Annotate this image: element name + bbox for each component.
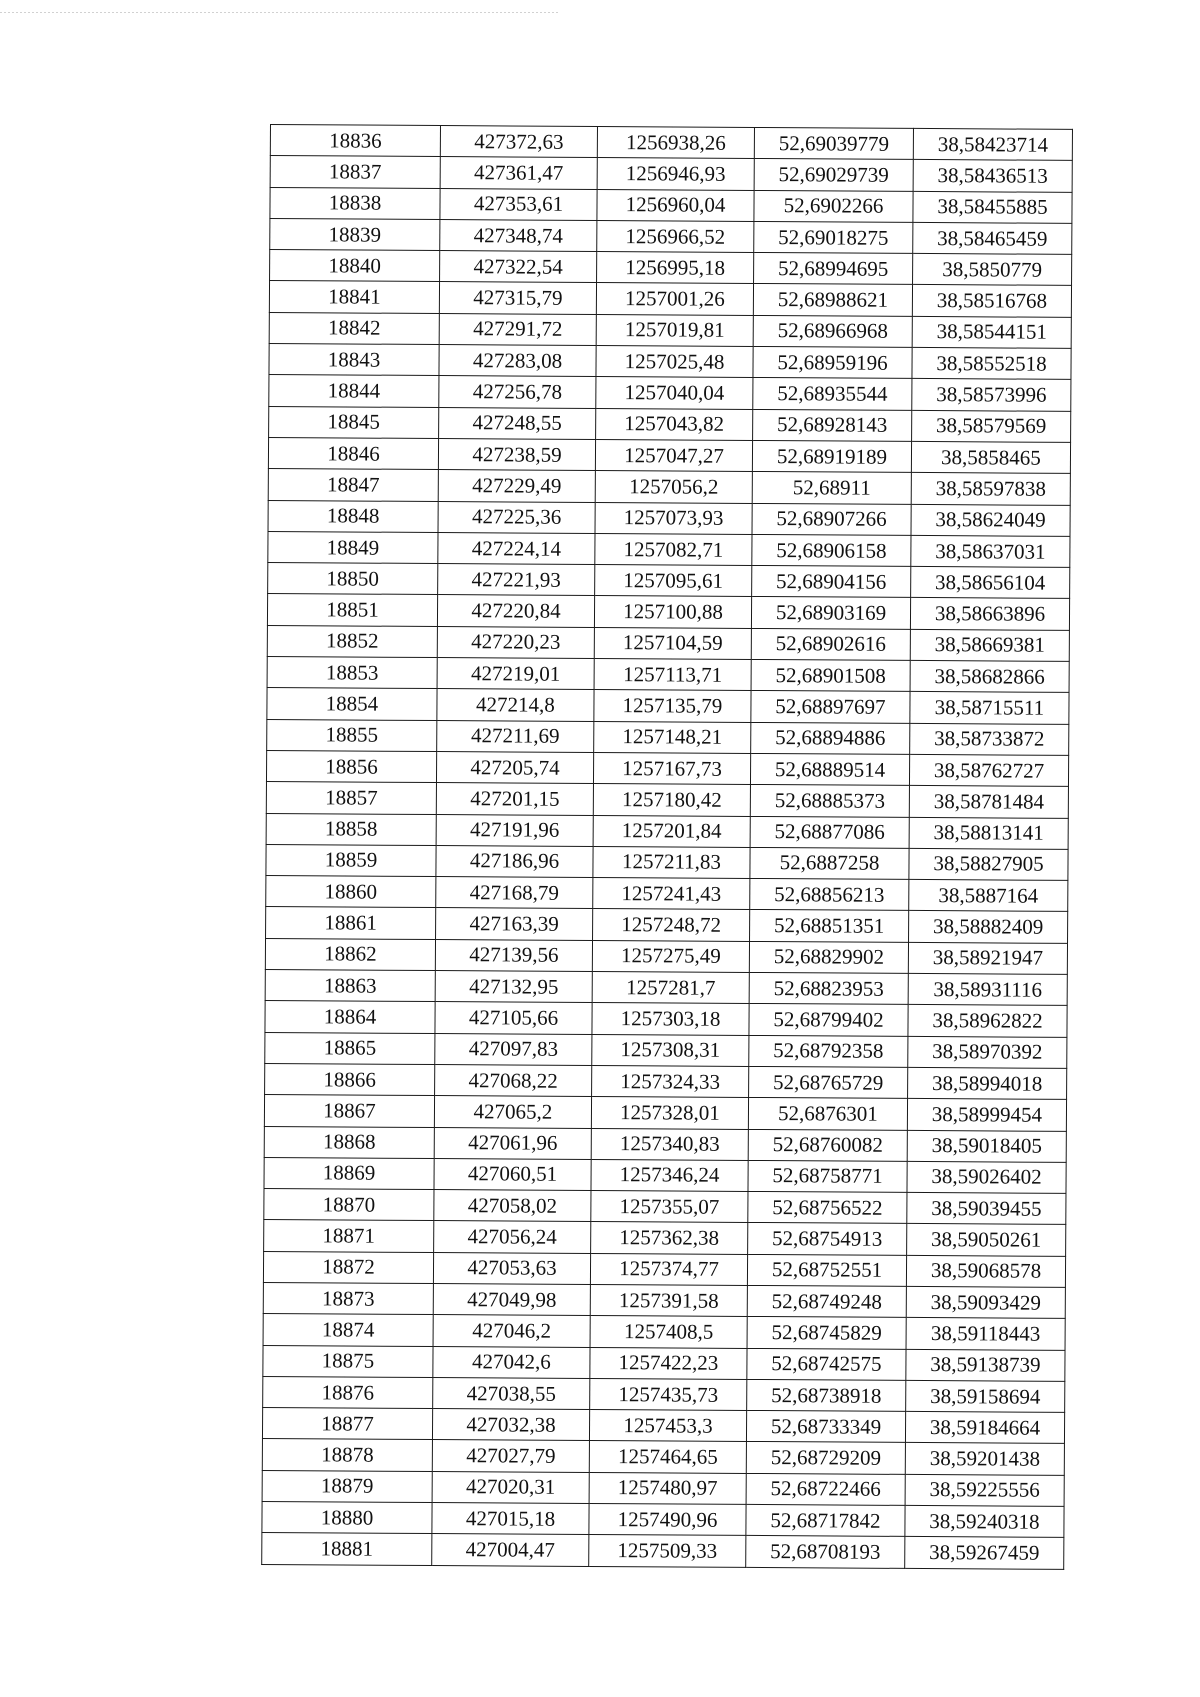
- table-row: [264, 1189, 1066, 1225]
- table-row: [262, 1439, 1064, 1475]
- table-row: [262, 1502, 1064, 1538]
- table-row: [262, 1470, 1064, 1506]
- x-coordinate-cell: 427065,2: [434, 1096, 591, 1128]
- table-row: [268, 531, 1070, 567]
- point-number-cell: 18874: [263, 1314, 433, 1346]
- x-coordinate-cell: 427060,51: [434, 1158, 591, 1190]
- point-number-cell: 18846: [268, 437, 438, 469]
- latitude-cell: 52,6887258: [750, 847, 909, 879]
- longitude-cell: 38,5850779: [913, 254, 1072, 286]
- latitude-cell: 52,6902266: [754, 190, 913, 222]
- latitude-cell: 52,68856213: [750, 879, 909, 911]
- latitude-cell: 52,68760082: [748, 1129, 907, 1161]
- y-coordinate-cell: 1257453,3: [589, 1410, 746, 1442]
- longitude-cell: 38,58921947: [908, 942, 1067, 974]
- x-coordinate-cell: 427248,55: [439, 407, 596, 439]
- longitude-cell: 38,58994018: [908, 1067, 1067, 1099]
- longitude-cell: 38,58962822: [908, 1005, 1067, 1037]
- y-coordinate-cell: 1257104,59: [594, 627, 751, 659]
- latitude-cell: 52,68792358: [749, 1035, 908, 1067]
- table-row: [264, 1157, 1066, 1193]
- point-number-cell: 18868: [264, 1126, 434, 1158]
- point-number-cell: 18855: [267, 719, 437, 751]
- point-number-cell: 18858: [266, 813, 436, 845]
- x-coordinate-cell: 427042,6: [433, 1346, 590, 1378]
- y-coordinate-cell: 1257073,93: [595, 502, 752, 534]
- y-coordinate-cell: 1257355,07: [591, 1191, 748, 1223]
- x-coordinate-cell: 427058,02: [434, 1190, 591, 1222]
- latitude-cell: 52,69018275: [754, 221, 913, 253]
- point-number-cell: 18876: [263, 1376, 433, 1408]
- x-coordinate-cell: 427291,72: [439, 313, 596, 345]
- table-row: [263, 1282, 1065, 1318]
- table-row: [266, 750, 1068, 786]
- latitude-cell: 52,68894886: [751, 722, 910, 754]
- x-coordinate-cell: 427315,79: [439, 282, 596, 314]
- point-number-cell: 18864: [265, 1001, 435, 1033]
- x-coordinate-cell: 427004,47: [432, 1534, 589, 1566]
- y-coordinate-cell: 1256966,52: [597, 220, 754, 252]
- x-coordinate-cell: 427046,2: [433, 1315, 590, 1347]
- coordinate-table: [261, 124, 1073, 1570]
- latitude-cell: 52,68877086: [750, 816, 909, 848]
- longitude-cell: 38,59158694: [906, 1380, 1065, 1412]
- point-number-cell: 18847: [268, 469, 438, 501]
- y-coordinate-cell: 1257324,33: [592, 1065, 749, 1097]
- y-coordinate-cell: 1257281,7: [592, 972, 749, 1004]
- latitude-cell: 52,68758771: [748, 1160, 907, 1192]
- x-coordinate-cell: 427220,23: [437, 626, 594, 658]
- y-coordinate-cell: 1257201,84: [593, 815, 750, 847]
- latitude-cell: 52,68738918: [747, 1379, 906, 1411]
- point-number-cell: 18865: [265, 1032, 435, 1064]
- point-number-cell: 18849: [268, 531, 438, 563]
- table-row: [265, 1032, 1067, 1068]
- y-coordinate-cell: 1257135,79: [594, 690, 751, 722]
- latitude-cell: 52,68901508: [751, 659, 910, 691]
- point-number-cell: 18860: [266, 876, 436, 908]
- x-coordinate-cell: 427224,14: [438, 532, 595, 564]
- x-coordinate-cell: 427049,98: [433, 1284, 590, 1316]
- table-row: [270, 250, 1072, 286]
- longitude-cell: 38,58663896: [910, 598, 1069, 630]
- x-coordinate-cell: 427027,79: [432, 1440, 589, 1472]
- point-number-cell: 18873: [263, 1282, 433, 1314]
- y-coordinate-cell: 1257328,01: [591, 1097, 748, 1129]
- longitude-cell: 38,59267459: [905, 1537, 1064, 1569]
- x-coordinate-cell: 427361,47: [440, 157, 597, 189]
- latitude-cell: 52,68903169: [751, 597, 910, 629]
- longitude-cell: 38,58733872: [910, 723, 1069, 755]
- x-coordinate-cell: 427053,63: [433, 1252, 590, 1284]
- longitude-cell: 38,58637031: [911, 535, 1070, 567]
- point-number-cell: 18867: [264, 1095, 434, 1127]
- point-number-cell: 18852: [267, 625, 437, 657]
- x-coordinate-cell: 427229,49: [438, 470, 595, 502]
- table-row: [267, 625, 1069, 661]
- y-coordinate-cell: 1257211,83: [593, 846, 750, 878]
- longitude-cell: 38,58931116: [908, 973, 1067, 1005]
- table-row: [263, 1376, 1065, 1412]
- table-row: [270, 187, 1072, 223]
- y-coordinate-cell: 1257095,61: [595, 565, 752, 597]
- y-coordinate-cell: 1257043,82: [596, 408, 753, 440]
- table-row: [262, 1408, 1064, 1444]
- table-row: [270, 125, 1072, 161]
- latitude-cell: 52,68902616: [751, 628, 910, 660]
- x-coordinate-cell: 427168,79: [436, 877, 593, 909]
- y-coordinate-cell: 1256938,26: [597, 127, 754, 159]
- point-number-cell: 18878: [262, 1439, 432, 1471]
- y-coordinate-cell: 1257241,43: [593, 878, 750, 910]
- point-number-cell: 18848: [268, 500, 438, 532]
- latitude-cell: 52,68708193: [746, 1536, 905, 1568]
- x-coordinate-cell: 427225,36: [438, 501, 595, 533]
- point-number-cell: 18870: [264, 1189, 434, 1221]
- scan-edge-artifact: [0, 12, 560, 13]
- y-coordinate-cell: 1256960,04: [597, 189, 754, 221]
- latitude-cell: 52,68729209: [746, 1442, 905, 1474]
- latitude-cell: 52,68889514: [750, 753, 909, 785]
- y-coordinate-cell: 1257464,65: [589, 1441, 746, 1473]
- point-number-cell: 18837: [270, 156, 440, 188]
- x-coordinate-cell: 427211,69: [437, 720, 594, 752]
- latitude-cell: 52,68988621: [753, 284, 912, 316]
- y-coordinate-cell: 1257391,58: [590, 1284, 747, 1316]
- point-number-cell: 18866: [265, 1063, 435, 1095]
- longitude-cell: 38,58455885: [913, 191, 1072, 223]
- coordinate-table-body: [262, 125, 1073, 1570]
- y-coordinate-cell: 1257490,96: [589, 1504, 746, 1536]
- x-coordinate-cell: 427348,74: [440, 219, 597, 251]
- longitude-cell: 38,58669381: [910, 629, 1069, 661]
- y-coordinate-cell: 1257019,81: [596, 314, 753, 346]
- y-coordinate-cell: 1257346,24: [591, 1159, 748, 1191]
- y-coordinate-cell: 1256946,93: [597, 158, 754, 190]
- table-row: [266, 844, 1068, 880]
- table-row: [263, 1345, 1065, 1381]
- longitude-cell: 38,59093429: [906, 1286, 1065, 1318]
- longitude-cell: 38,59050261: [907, 1224, 1066, 1256]
- latitude-cell: 52,68742575: [747, 1348, 906, 1380]
- table-row: [268, 437, 1070, 473]
- latitude-cell: 52,68745829: [747, 1317, 906, 1349]
- longitude-cell: 38,59118443: [906, 1318, 1065, 1350]
- table-row: [270, 218, 1072, 254]
- y-coordinate-cell: 1257148,21: [594, 721, 751, 753]
- table-row: [264, 1095, 1066, 1131]
- latitude-cell: 52,68799402: [749, 1004, 908, 1036]
- longitude-cell: 38,59039455: [907, 1193, 1066, 1225]
- point-number-cell: 18853: [267, 657, 437, 689]
- point-number-cell: 18841: [269, 281, 439, 313]
- x-coordinate-cell: 427221,93: [438, 564, 595, 596]
- x-coordinate-cell: 427205,74: [436, 751, 593, 783]
- table-row: [268, 563, 1070, 599]
- latitude-cell: 52,68911: [752, 472, 911, 504]
- longitude-cell: 38,5858465: [911, 441, 1070, 473]
- latitude-cell: 52,68765729: [749, 1066, 908, 1098]
- x-coordinate-cell: 427186,96: [436, 845, 593, 877]
- x-coordinate-cell: 427097,83: [435, 1033, 592, 1065]
- x-coordinate-cell: 427132,95: [435, 971, 592, 1003]
- point-number-cell: 18845: [269, 406, 439, 438]
- x-coordinate-cell: 427105,66: [435, 1002, 592, 1034]
- longitude-cell: 38,58827905: [909, 848, 1068, 880]
- point-number-cell: 18854: [267, 688, 437, 720]
- table-row: [270, 156, 1072, 192]
- longitude-cell: 38,58813141: [909, 817, 1068, 849]
- latitude-cell: 52,68717842: [746, 1504, 905, 1536]
- latitude-cell: 52,68851351: [750, 910, 909, 942]
- latitude-cell: 52,68959196: [753, 347, 912, 379]
- x-coordinate-cell: 427015,18: [432, 1503, 589, 1535]
- x-coordinate-cell: 427283,08: [439, 345, 596, 377]
- point-number-cell: 18863: [265, 970, 435, 1002]
- latitude-cell: 52,68885373: [750, 785, 909, 817]
- x-coordinate-cell: 427163,39: [436, 908, 593, 940]
- point-number-cell: 18862: [265, 938, 435, 970]
- y-coordinate-cell: 1257340,83: [591, 1128, 748, 1160]
- longitude-cell: 38,58436513: [913, 160, 1072, 192]
- x-coordinate-cell: 427191,96: [436, 814, 593, 846]
- point-number-cell: 18842: [269, 312, 439, 344]
- y-coordinate-cell: 1257025,48: [596, 346, 753, 378]
- y-coordinate-cell: 1257040,04: [596, 377, 753, 409]
- latitude-cell: 52,68994695: [754, 253, 913, 285]
- table-row: [267, 719, 1069, 755]
- x-coordinate-cell: 427061,96: [434, 1127, 591, 1159]
- y-coordinate-cell: 1256995,18: [597, 252, 754, 284]
- longitude-cell: 38,58579569: [912, 410, 1071, 442]
- longitude-cell: 38,58656104: [911, 567, 1070, 599]
- x-coordinate-cell: 427256,78: [439, 376, 596, 408]
- point-number-cell: 18839: [270, 218, 440, 250]
- y-coordinate-cell: 1257113,71: [594, 659, 751, 691]
- latitude-cell: 52,68906158: [752, 534, 911, 566]
- point-number-cell: 18875: [263, 1345, 433, 1377]
- longitude-cell: 38,59026402: [907, 1161, 1066, 1193]
- table-row: [264, 1220, 1066, 1256]
- latitude-cell: 52,68733349: [746, 1411, 905, 1443]
- point-number-cell: 18836: [270, 125, 440, 157]
- x-coordinate-cell: 427056,24: [434, 1221, 591, 1253]
- y-coordinate-cell: 1257100,88: [594, 596, 751, 628]
- y-coordinate-cell: 1257082,71: [595, 533, 752, 565]
- longitude-cell: 38,58999454: [907, 1099, 1066, 1131]
- longitude-cell: 38,58552518: [912, 348, 1071, 380]
- y-coordinate-cell: 1257248,72: [593, 909, 750, 941]
- latitude-cell: 52,68752551: [747, 1254, 906, 1286]
- y-coordinate-cell: 1257180,42: [593, 784, 750, 816]
- latitude-cell: 52,68907266: [752, 503, 911, 535]
- x-coordinate-cell: 427214,8: [437, 689, 594, 721]
- x-coordinate-cell: 427032,38: [432, 1409, 589, 1441]
- x-coordinate-cell: 427038,55: [433, 1377, 590, 1409]
- table-row: [265, 1063, 1067, 1099]
- longitude-cell: 38,58597838: [911, 473, 1070, 505]
- table-row: [262, 1533, 1064, 1569]
- latitude-cell: 52,68919189: [752, 440, 911, 472]
- latitude-cell: 52,68722466: [746, 1473, 905, 1505]
- x-coordinate-cell: 427068,22: [435, 1064, 592, 1096]
- table-row: [269, 344, 1071, 380]
- latitude-cell: 52,68756522: [748, 1192, 907, 1224]
- latitude-cell: 52,68935544: [753, 378, 912, 410]
- point-number-cell: 18869: [264, 1157, 434, 1189]
- point-number-cell: 18840: [270, 250, 440, 282]
- longitude-cell: 38,59184664: [905, 1412, 1064, 1444]
- latitude-cell: 52,68928143: [753, 409, 912, 441]
- table-row: [269, 375, 1071, 411]
- latitude-cell: 52,68823953: [749, 972, 908, 1004]
- y-coordinate-cell: 1257408,5: [590, 1316, 747, 1348]
- y-coordinate-cell: 1257275,49: [592, 940, 749, 972]
- table-row: [269, 406, 1071, 442]
- table-row: [265, 970, 1067, 1006]
- longitude-cell: 38,58715511: [910, 692, 1069, 724]
- x-coordinate-cell: 427372,63: [440, 126, 597, 158]
- point-number-cell: 18881: [262, 1533, 432, 1565]
- y-coordinate-cell: 1257435,73: [590, 1378, 747, 1410]
- table-row: [266, 876, 1068, 912]
- table-row: [267, 657, 1069, 693]
- y-coordinate-cell: 1257374,77: [590, 1253, 747, 1285]
- point-number-cell: 18856: [266, 750, 436, 782]
- latitude-cell: 52,68749248: [747, 1285, 906, 1317]
- latitude-cell: 52,69039779: [754, 127, 913, 159]
- table-row: [265, 938, 1067, 974]
- point-number-cell: 18872: [263, 1251, 433, 1283]
- point-number-cell: 18857: [266, 782, 436, 814]
- table-row: [266, 907, 1068, 943]
- y-coordinate-cell: 1257056,2: [595, 471, 752, 503]
- latitude-cell: 52,68966968: [753, 315, 912, 347]
- x-coordinate-cell: 427322,54: [440, 251, 597, 283]
- longitude-cell: 38,58573996: [912, 379, 1071, 411]
- point-number-cell: 18871: [264, 1220, 434, 1252]
- longitude-cell: 38,59201438: [905, 1443, 1064, 1475]
- table-row: [266, 813, 1068, 849]
- y-coordinate-cell: 1257303,18: [592, 1003, 749, 1035]
- point-number-cell: 18843: [269, 344, 439, 376]
- table-row: [263, 1314, 1065, 1350]
- point-number-cell: 18861: [266, 907, 436, 939]
- longitude-cell: 38,58781484: [909, 786, 1068, 818]
- table-row: [268, 500, 1070, 536]
- longitude-cell: 38,59240318: [905, 1505, 1064, 1537]
- table-row: [266, 782, 1068, 818]
- latitude-cell: 52,68829902: [749, 941, 908, 973]
- y-coordinate-cell: 1257480,97: [589, 1472, 746, 1504]
- latitude-cell: 52,6876301: [748, 1098, 907, 1130]
- table-row: [269, 312, 1071, 348]
- point-number-cell: 18850: [268, 563, 438, 595]
- x-coordinate-cell: 427139,56: [435, 939, 592, 971]
- latitude-cell: 52,69029739: [754, 159, 913, 191]
- longitude-cell: 38,58882409: [909, 911, 1068, 943]
- table-row: [264, 1126, 1066, 1162]
- y-coordinate-cell: 1257167,73: [593, 752, 750, 784]
- longitude-cell: 38,58682866: [910, 660, 1069, 692]
- point-number-cell: 18879: [262, 1470, 432, 1502]
- longitude-cell: 38,5887164: [909, 880, 1068, 912]
- y-coordinate-cell: 1257308,31: [592, 1034, 749, 1066]
- longitude-cell: 38,59225556: [905, 1474, 1064, 1506]
- y-coordinate-cell: 1257509,33: [589, 1535, 746, 1567]
- table-row: [268, 469, 1070, 505]
- table-row: [267, 688, 1069, 724]
- point-number-cell: 18877: [262, 1408, 432, 1440]
- table-row: [267, 594, 1069, 630]
- x-coordinate-cell: 427353,61: [440, 188, 597, 220]
- y-coordinate-cell: 1257047,27: [595, 439, 752, 471]
- x-coordinate-cell: 427020,31: [432, 1471, 589, 1503]
- y-coordinate-cell: 1257001,26: [596, 283, 753, 315]
- x-coordinate-cell: 427219,01: [437, 658, 594, 690]
- point-number-cell: 18851: [267, 594, 437, 626]
- longitude-cell: 38,58544151: [912, 316, 1071, 348]
- x-coordinate-cell: 427201,15: [436, 783, 593, 815]
- latitude-cell: 52,68904156: [752, 566, 911, 598]
- longitude-cell: 38,59138739: [906, 1349, 1065, 1381]
- table-row: [265, 1001, 1067, 1037]
- longitude-cell: 38,58516768: [912, 285, 1071, 317]
- table-row: [263, 1251, 1065, 1287]
- longitude-cell: 38,59068578: [906, 1255, 1065, 1287]
- longitude-cell: 38,58465459: [913, 222, 1072, 254]
- longitude-cell: 38,58624049: [911, 504, 1070, 536]
- x-coordinate-cell: 427220,84: [437, 595, 594, 627]
- y-coordinate-cell: 1257362,38: [591, 1222, 748, 1254]
- longitude-cell: 38,59018405: [907, 1130, 1066, 1162]
- table-row: [269, 281, 1071, 317]
- point-number-cell: 18859: [266, 844, 436, 876]
- longitude-cell: 38,58970392: [908, 1036, 1067, 1068]
- point-number-cell: 18838: [270, 187, 440, 219]
- longitude-cell: 38,58423714: [913, 128, 1072, 160]
- x-coordinate-cell: 427238,59: [438, 439, 595, 471]
- longitude-cell: 38,58762727: [909, 754, 1068, 786]
- latitude-cell: 52,68897697: [751, 691, 910, 723]
- point-number-cell: 18880: [262, 1502, 432, 1534]
- latitude-cell: 52,68754913: [748, 1223, 907, 1255]
- point-number-cell: 18844: [269, 375, 439, 407]
- y-coordinate-cell: 1257422,23: [590, 1347, 747, 1379]
